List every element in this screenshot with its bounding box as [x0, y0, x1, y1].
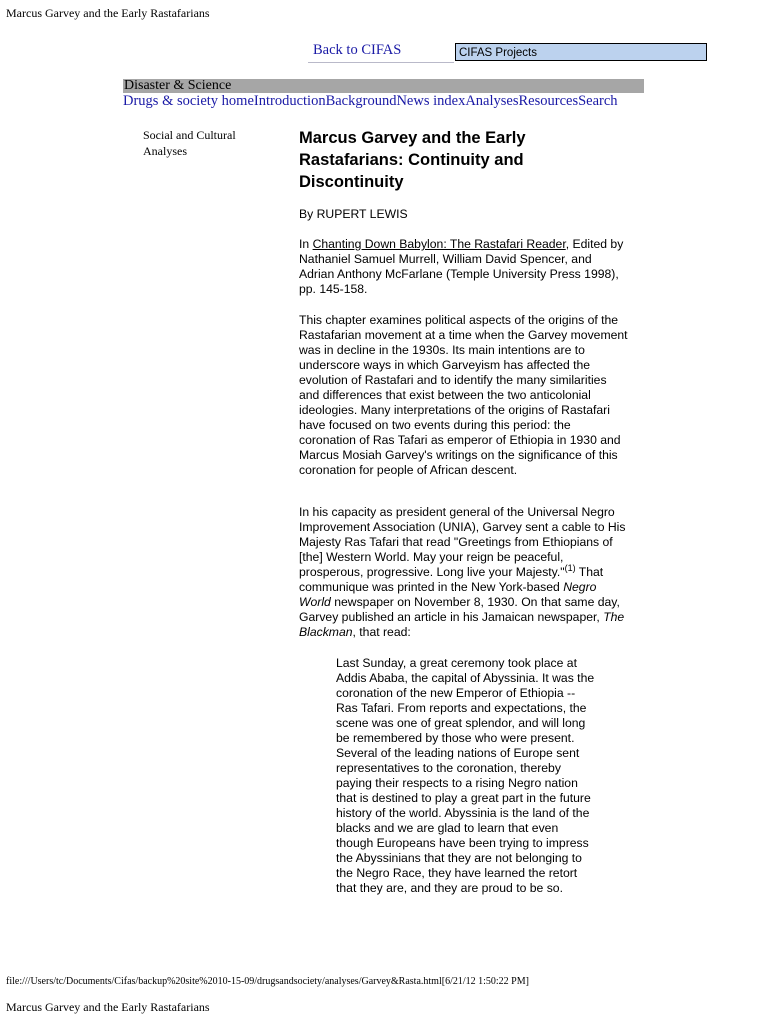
print-footer-title: Marcus Garvey and the Early Rastafarians [6, 1000, 210, 1014]
article-title: Marcus Garvey and the Early Rastafarians: Continuity and Discontinuity [299, 129, 526, 191]
nav-news-index[interactable]: News index [396, 93, 466, 109]
back-to-cifas-link[interactable]: Back to CIFAS [313, 42, 402, 58]
back-link-divider [308, 62, 454, 63]
article-citation [299, 237, 629, 297]
article-blockquote: Last Sunday, a great ceremony took place at Addis Ababa, the capital of Abyssinia. It was the coronation of the new Emperor of Ethiopia -- Ras Tafari. From reports and expectations, the scene was one of great splendor, and will long be remembered by those who were present. Several of the leading nations of Europe sent representatives to the coronation, thereby paying their respects to a rising Negro nation that is destined to play a great part in the future history of the world. Abyssinia is the land of the blacks and we are glad to learn that even though Europeans have been trying to impress the Abyssinians that they are not belonging to the Negro Race, they have learned the retort that they are, and they are proud to be so. [336, 656, 595, 895]
sidebar-label: Social and Cultural Analyses [143, 128, 236, 158]
article-paragraph-1: This chapter examines political aspects of the origins of the Rastafarian movement at a time when the Garvey movement was in decline in the 1930s. Its main intentions are to underscore ways in which Garveyism has affected the evolution of Rastafari and to identify the many similarities and differences that exist between the two anticolonial ideologies. Many interpretations of the origins of Rastafari have focused on two events during this period: the coronation of Ras Tafari as emperor of Ethiopia in 1930 and Marcus Mosiah Garvey's writings on the significance of this coronation for people of African descent. [299, 313, 628, 477]
article-byline: By RUPERT LEWIS [299, 207, 408, 221]
nav-introduction[interactable]: Introduction [253, 93, 326, 109]
nav-search[interactable]: Search [578, 93, 618, 109]
print-header-title: Marcus Garvey and the Early Rastafarians [6, 6, 210, 20]
nav-bar [123, 93, 618, 110]
para2-part-d: , that read: [352, 625, 411, 639]
cifas-projects-select[interactable]: CIFAS Projects [455, 43, 707, 61]
para2-part-c: newspaper on November 8, 1930. On that same day, Garvey published an article in his Jamaican newspaper, [299, 595, 620, 624]
footnote-ref-link[interactable]: (1) [564, 562, 576, 573]
print-footer-path: file:///Users/tc/Documents/Cifas/backup%20site%2010-15-09/drugsandsociety/analyses/Garvey&Rasta.html[6/21/12 1:50:22 PM] [6, 976, 529, 987]
nav-analyses[interactable]: Analyses [465, 93, 519, 109]
newspaper-title-negro-world: Negro World [299, 580, 597, 609]
citation-book-link[interactable]: Chanting Down Babylon: The Rastafari Reader [312, 237, 566, 251]
nav-background[interactable]: Background [325, 93, 397, 109]
newspaper-title-blackman: The Blackman [299, 610, 625, 639]
para2-part-b: That communique was printed in the New York-based [299, 565, 604, 594]
nav-drugs-society-home[interactable]: Drugs & society home [123, 93, 254, 109]
section-title: Disaster & Science [124, 78, 232, 93]
citation-prefix: In [299, 237, 313, 251]
para2-part-a: In his capacity as president general of the Universal Negro Improvement Association (UNIA), Garvey sent a cable to His Majesty Ras Tafari that read "Greetings from Ethiopians of [the] Western World. May your reign be peaceful, prosperous, progressive. Long live your Majesty." [299, 505, 626, 579]
article-paragraph-2 [299, 505, 629, 640]
nav-resources[interactable]: Resources [518, 93, 579, 109]
citation-rest: , Edited by Nathaniel Samuel Murrell, William David Spencer, and Adrian Anthony McFarlane (Temple University Press 1998), pp. 145-158. [299, 237, 624, 296]
